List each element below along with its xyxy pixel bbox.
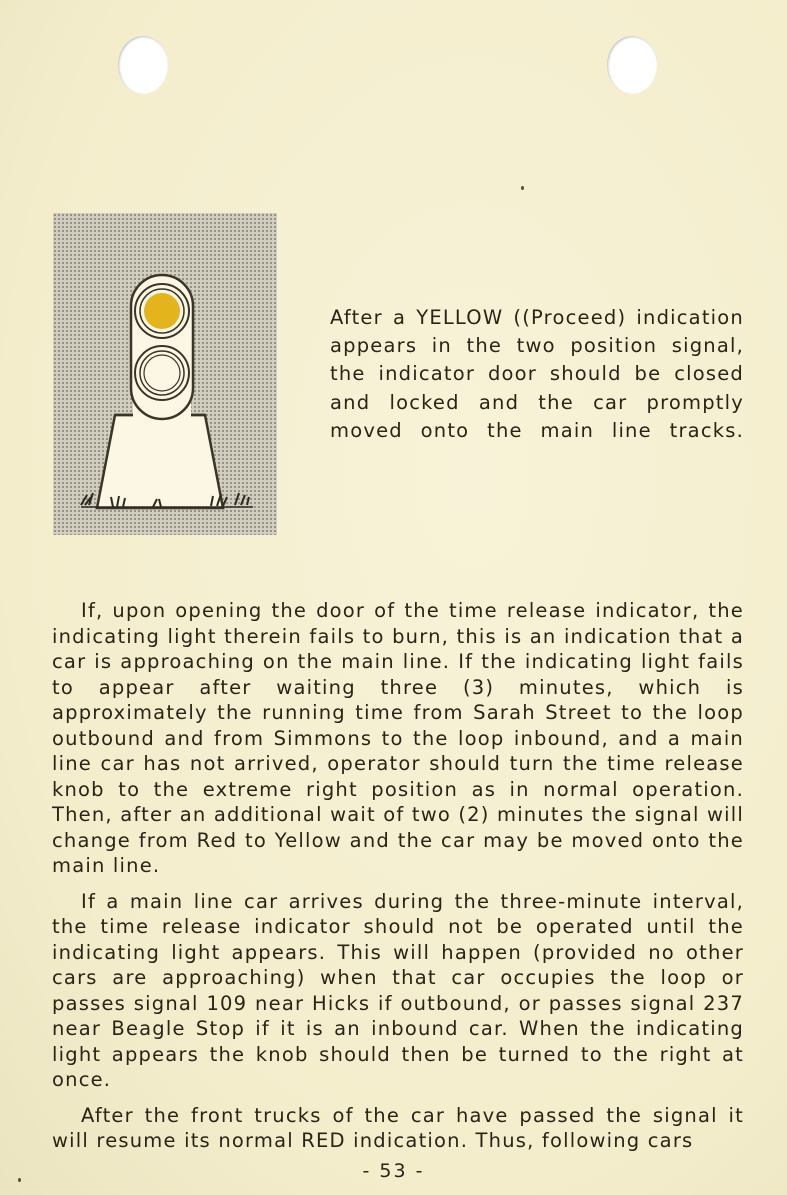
paragraph: If, upon opening the door of the time release indicator, the indicating light therein fails to burn, this is an indication that a car is approaching on the main line. If the indicating light fails to appear after waiting three (3) minutes, which is approximately the running time from Sarah Street to the loop outbound and from Simmons to the loop inbound, and a main line car has not arrived, operator should turn the time release knob to the extreme right position as in normal operation. Then, after an additional wait of two (2) minutes the signal will change from Red to Yellow and the car may be moved onto the main line. [52,599,745,877]
signal-caption [330,304,744,445]
page-number: - 53 - [362,1160,425,1182]
body-text [52,598,744,1164]
caption-highlight: YELLOW [416,306,504,329]
two-position-signal-yellow-icon [53,213,277,535]
signal-illustration [53,213,277,535]
paper-speck [521,186,524,190]
paragraph: After the front trucks of the car have passed the signal it will resume its normal RED indication. Thus, following cars [52,1103,744,1152]
paragraph: If a main line car arrives during the three-minute interval, the time release indicator should not be operated until the indicating light appears. This will happen (provided no other cars are approaching) when that car occupies the loop or passes signal 109 near Hicks if outbound, or passes signal 237 near Beagle Stop if it is an inbound car. When the indicating light appears the knob should then be turned to the right at once. [52,889,744,1091]
caption-text-after: ((Proceed) indication appears in the two position signal, the indicator door should be closed and locked and the car promptly moved onto the main line tracks. [330,306,744,442]
caption-text-before: After a [330,306,417,329]
binder-hole-left [118,36,168,94]
binder-hole-right [607,36,657,94]
